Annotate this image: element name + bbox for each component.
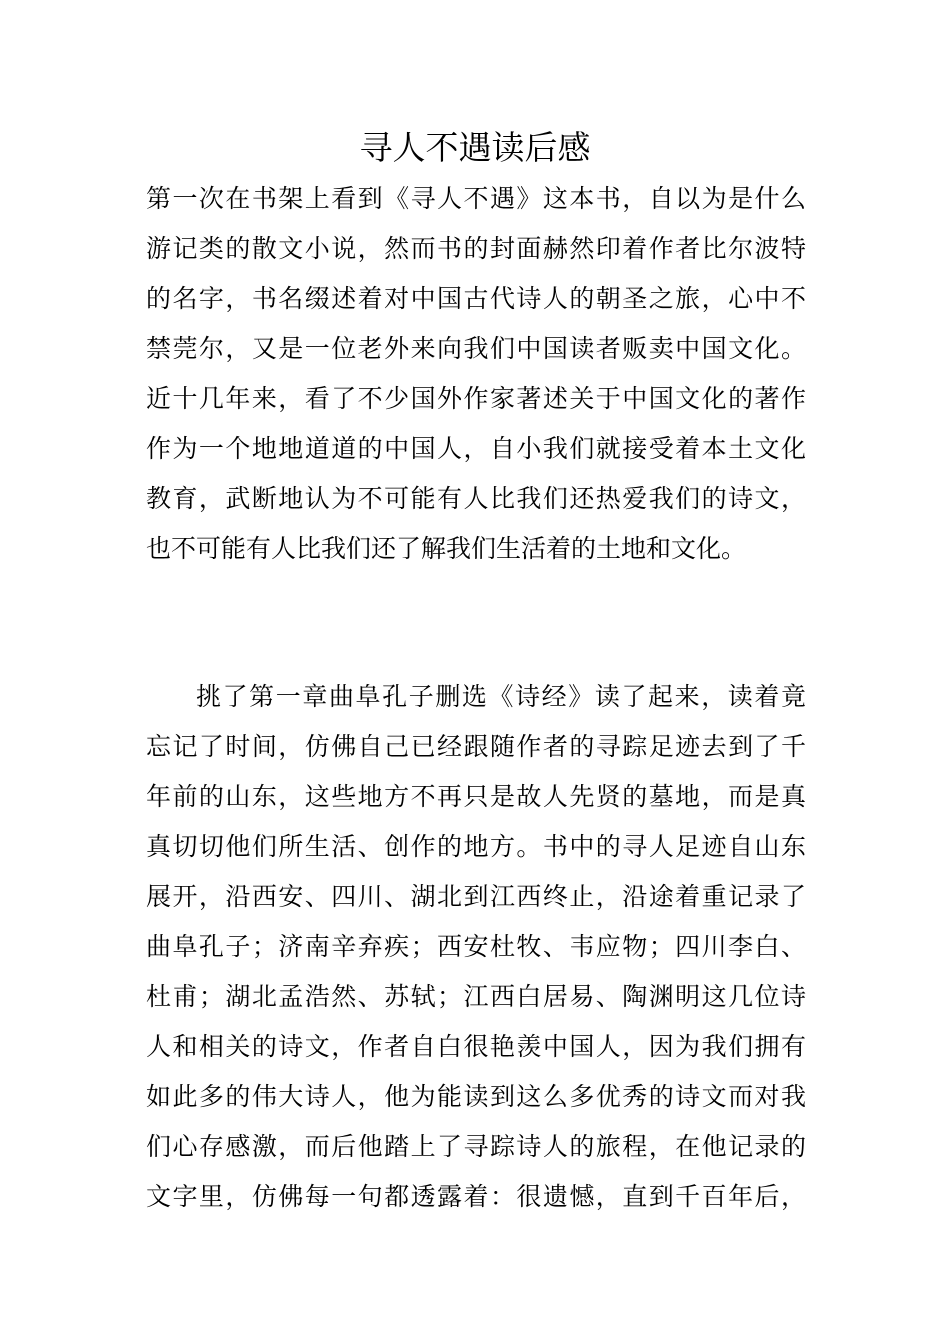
paragraph-1 [146, 174, 806, 574]
text-line: 第一次在书架上看到《寻人不遇》这本书，自以为是什么 [146, 184, 806, 213]
text-line: 近十几年来，看了不少国外作家著述关于中国文化的著作 [146, 384, 806, 413]
text-line: 年前的山东，这些地方不再只是故人先贤的墓地，而是真 [146, 782, 806, 811]
document-title: 寻人不遇读后感 [359, 128, 591, 167]
text-line: 真切切他们所生活、创作的地方。书中的寻人足迹自山东 [146, 832, 806, 861]
text-line: 也不可能有人比我们还了解我们生活着的土地和文化。 [146, 534, 747, 563]
text-line: 挑了第一章曲阜孔子删选《诗经》读了起来，读着竟 [196, 682, 806, 711]
text-line: 教育，武断地认为不可能有人比我们还热爱我们的诗文， [146, 484, 806, 513]
paragraph-2 [146, 672, 806, 1222]
text-line: 如此多的伟大诗人，他为能读到这么多优秀的诗文而对我 [146, 1082, 806, 1111]
text-line: 文字里，仿佛每一句都透露着：很遗憾，直到千百年后， [146, 1182, 806, 1211]
text-line: 展开，沿西安、四川、湖北到江西终止，沿途着重记录了 [146, 882, 806, 911]
text-line: 忘记了时间，仿佛自己已经跟随作者的寻踪足迹去到了千 [146, 732, 806, 761]
text-line: 的名字，书名缀述着对中国古代诗人的朝圣之旅，心中不 [146, 284, 806, 313]
text-line: 杜甫；湖北孟浩然、苏轼；江西白居易、陶渊明这几位诗 [146, 982, 806, 1011]
text-line: 作为一个地地道道的中国人，自小我们就接受着本土文化 [146, 434, 806, 463]
text-line: 人和相关的诗文，作者自白很艳羡中国人，因为我们拥有 [146, 1032, 806, 1061]
text-line: 游记类的散文小说，然而书的封面赫然印着作者比尔波特 [146, 234, 806, 263]
text-line: 曲阜孔子；济南辛弃疾；西安杜牧、韦应物；四川李白、 [146, 932, 806, 961]
text-line: 禁莞尔，又是一位老外来向我们中国读者贩卖中国文化。 [146, 334, 806, 363]
text-line: 们心存感激，而后他踏上了寻踪诗人的旅程，在他记录的 [146, 1132, 806, 1161]
